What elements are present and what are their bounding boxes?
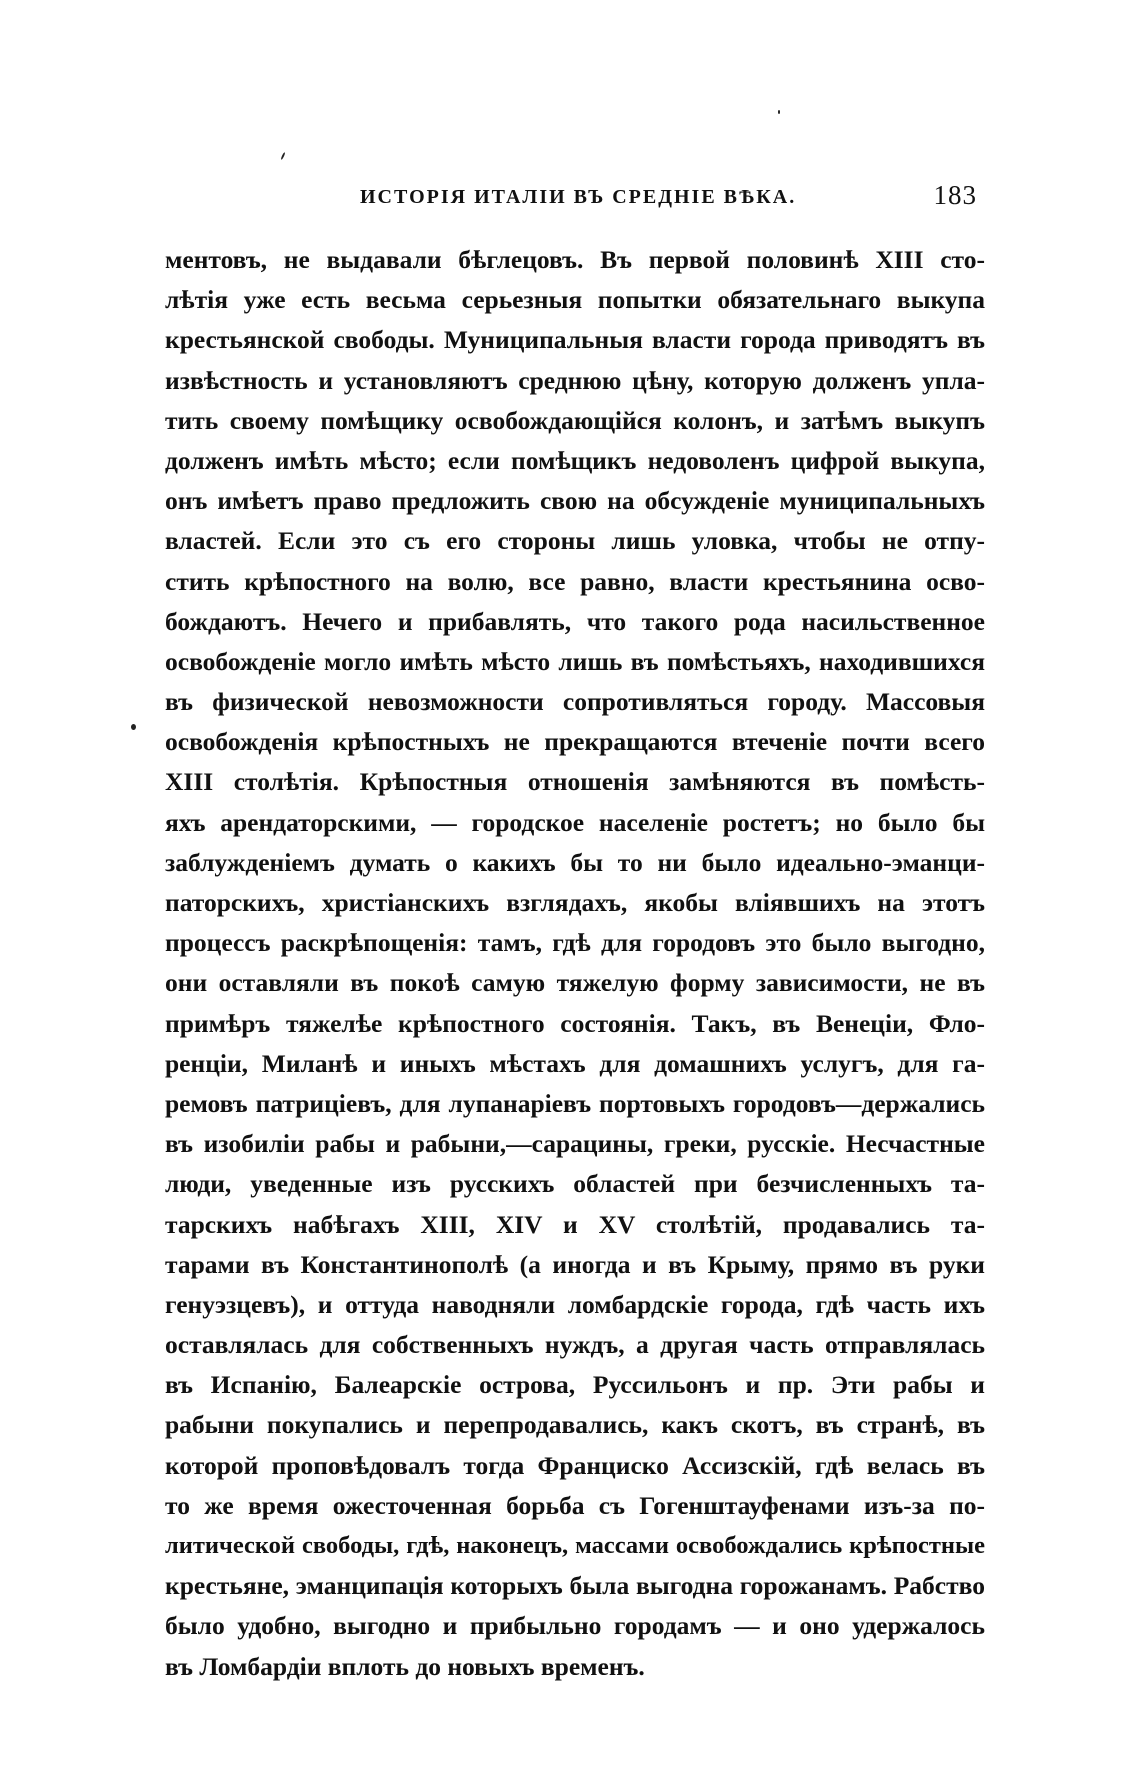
text-line: въ изобиліи рабы и рабыни,—сарацины, греки, русскіе. Несчастные xyxy=(165,1129,985,1159)
text-line: освобожденія крѣпостныхъ не прекращаются втеченіе почти всего xyxy=(165,727,985,757)
text-line: ремовъ патриціевъ, для лупанаріевъ портовыхъ городовъ—держались xyxy=(165,1088,985,1118)
text-line: тарскихъ набѣгахъ XIII, XIV и XV столѣтій, продавались та- xyxy=(165,1209,985,1239)
text-line: извѣстность и установляютъ среднюю цѣну, которую долженъ упла- xyxy=(165,365,985,395)
text-line: процессъ раскрѣпощенія: тамъ, гдѣ для городовъ это было выгодно, xyxy=(165,928,985,958)
ink-speck xyxy=(280,152,285,160)
text-line: литической свободы, гдѣ, наконецъ, массами освобождались крѣпостные xyxy=(165,1532,985,1559)
text-line: они оставляли въ покоѣ самую тяжелую форму зависимости, не въ xyxy=(165,968,985,998)
text-line: то же время ожесточенная борьба съ Гогенштауфенами изъ-за по- xyxy=(165,1490,985,1520)
text-line: заблужденіемъ думать о какихъ бы то ни было идеально-эманци- xyxy=(165,847,985,877)
ink-speck xyxy=(131,724,136,730)
text-line: бождаютъ. Нечего и прибавлять, что такого рода насильственное xyxy=(165,606,985,636)
text-line: въ Испанію, Балеарскіе острова, Руссильонъ и пр. Эти рабы и xyxy=(165,1370,985,1400)
text-line: освобожденіе могло имѣть мѣсто лишь въ помѣстьяхъ, находившихся xyxy=(165,646,985,676)
text-line: XIII столѣтія. Крѣпостныя отношенія замѣняются въ помѣсть- xyxy=(165,767,985,797)
text-line: паторскихъ, христіанскихъ взглядахъ, якобы вліявшихъ на этотъ xyxy=(165,888,985,917)
text-line: въ Ломбардіи вплоть до новыхъ временъ. xyxy=(165,1651,645,1681)
text-line: яхъ арендаторскими, — городское населеніе ростетъ; но было бы xyxy=(165,807,985,837)
running-title: ИСТОРІЯ ИТАЛІИ ВЪ СРЕДНІЕ ВѢКА. xyxy=(360,186,797,208)
text-line: тарами въ Константинополѣ (а иногда и въ Крыму, прямо въ руки xyxy=(165,1249,985,1279)
text-line: примѣръ тяжелѣе крѣпостного состоянія. Такъ, въ Венеціи, Фло- xyxy=(165,1008,985,1038)
text-line: тить своему помѣщику освобождающійся колонъ, и затѣмъ выкупъ xyxy=(165,405,985,435)
page-header xyxy=(165,178,985,218)
text-line: стить крѣпостного на волю, все равно, власти крестьянина осво- xyxy=(165,566,985,596)
text-line: люди, уведенные изъ русскихъ областей при безчисленныхъ та- xyxy=(165,1169,985,1199)
text-line: ментовъ, не выдавали бѣглецовъ. Въ первой половинѣ XIII сто- xyxy=(165,245,985,274)
text-line: властей. Если это съ его стороны лишь уловка, чтобы не отпу- xyxy=(165,526,985,556)
text-line: оставлялась для собственныхъ нуждъ, а другая часть отправлялась xyxy=(165,1330,985,1360)
text-line: генуэзцевъ), и оттуда наводняли ломбардскіе города, гдѣ часть ихъ xyxy=(165,1289,985,1319)
text-line: крестьянской свободы. Муниципальныя власти города приводятъ въ xyxy=(165,325,985,355)
text-line: крестьяне, эманципація которыхъ была выгодна горожанамъ. Рабство xyxy=(165,1571,985,1601)
page-number: 183 xyxy=(933,180,977,210)
body-text xyxy=(165,240,985,1687)
text-line: ренціи, Миланѣ и иныхъ мѣстахъ для домашнихъ услугъ, для га- xyxy=(165,1048,985,1078)
text-line: было удобно, выгодно и прибыльно городамъ — и оно удержалось xyxy=(165,1611,985,1641)
text-line: онъ имѣетъ право предложить свою на обсужденіе муниципальныхъ xyxy=(165,486,985,516)
text-line: рабыни покупались и перепродавались, какъ скотъ, въ странѣ, въ xyxy=(165,1410,985,1440)
text-line: лѣтія уже есть весьма серьезныя попытки обязательнаго выкупа xyxy=(165,285,985,315)
text-line: въ физической невозможности сопротивляться городу. Массовыя xyxy=(165,687,985,717)
text-line: долженъ имѣть мѣсто; если помѣщикъ недоволенъ цифрой выкупа, xyxy=(165,445,985,475)
text-line: которой проповѣдовалъ тогда Франциско Ассизскій, гдѣ велась въ xyxy=(165,1450,985,1480)
ink-speck xyxy=(778,110,780,114)
